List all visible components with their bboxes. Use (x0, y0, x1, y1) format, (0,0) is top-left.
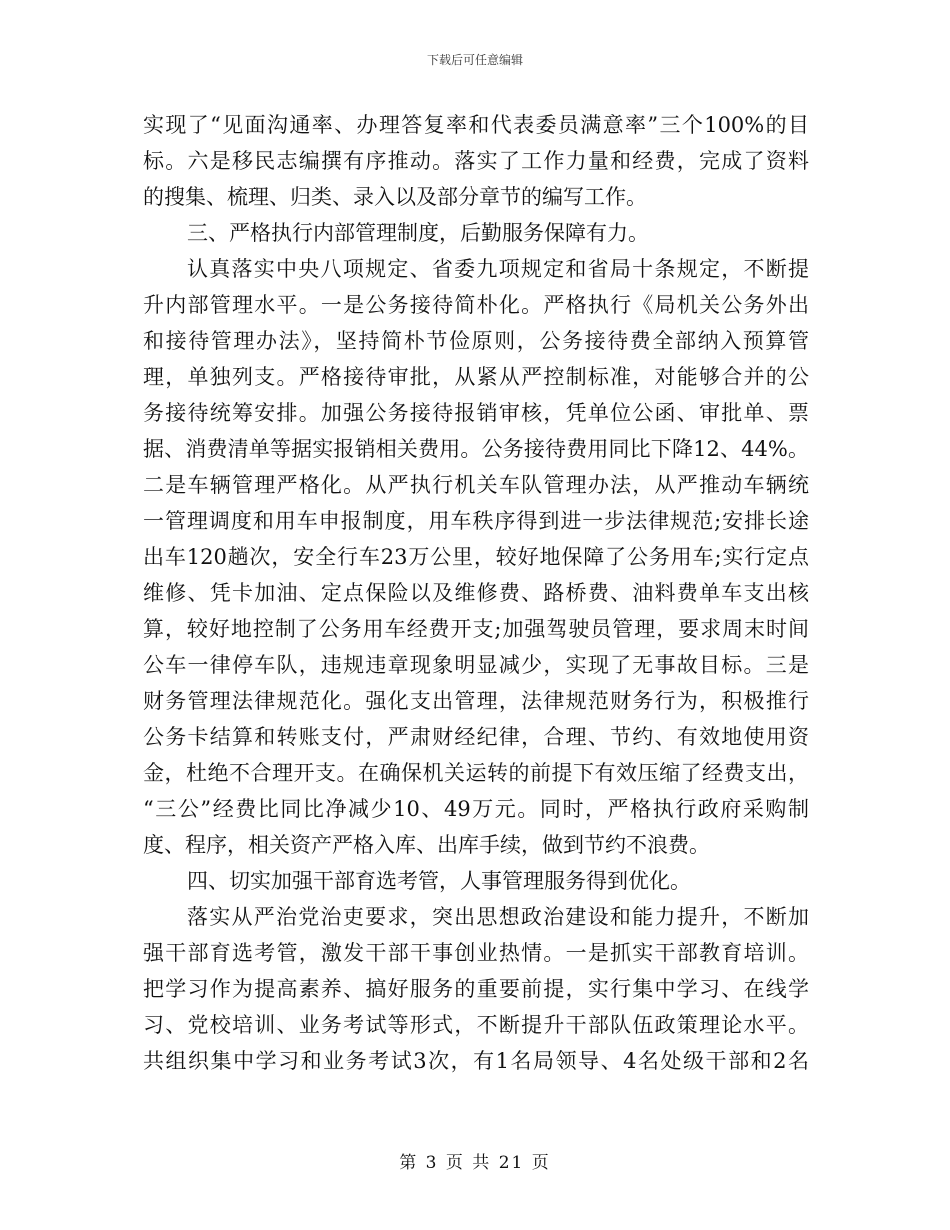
text-line: 公车一律停车队，违规违章现象明显减少，实现了无事故目标。三是 (143, 653, 809, 677)
document-body (143, 107, 809, 1079)
text-line: 一管理调度和用车申报制度，用车秩序得到进一步法律规范;安排长途 (143, 509, 809, 533)
text-line: 强干部育选考管，激发干部干事创业热情。一是抓实干部教育培训。 (143, 941, 809, 965)
page-number: 第 3 页 共 21 页 (399, 1153, 551, 1173)
text-line: “三公”经费比同比净减少10、49万元。同时，严格执行政府采购制 (143, 797, 809, 821)
text-line: 二是车辆管理严格化。从严执行机关车队管理办法，从严推动车辆统 (143, 473, 809, 497)
page-header-note: 下载后可任意编辑 (426, 53, 523, 67)
text-line: 的搜集、梳理、归类、录入以及部分章节的编写工作。 (143, 185, 647, 209)
text-line: 升内部管理水平。一是公务接待简朴化。严格执行《局机关公务外出 (143, 293, 809, 317)
section-heading: 三、严格执行内部管理制度，后勤服务保障有力。 (187, 221, 649, 245)
text-line: 把学习作为提高素养、搞好服务的重要前提，实行集中学习、在线学 (143, 977, 809, 1001)
text-line: 落实从严治党治吏要求，突出思想政治建设和能力提升，不断加 (187, 905, 809, 929)
text-line: 算，较好地控制了公务用车经费开支;加强驾驶员管理，要求周末时间 (143, 617, 809, 641)
text-line: 标。六是移民志编撰有序推动。落实了工作力量和经费，完成了资料 (143, 149, 809, 173)
text-line: 和接待管理办法》，坚持简朴节俭原则，公务接待费全部纳入预算管 (143, 329, 809, 353)
text-line: 出车120趟次，安全行车23万公里，较好地保障了公务用车;实行定点 (143, 545, 809, 569)
text-line: 财务管理法律规范化。强化支出管理，法律规范财务行为，积极推行 (143, 689, 809, 713)
text-line: 理，单独列支。严格接待审批，从紧从严控制标准，对能够合并的公 (143, 365, 809, 389)
text-line: 据、消费清单等据实报销相关费用。公务接待费用同比下降12、44%。 (143, 437, 809, 461)
text-line: 金，杜绝不合理开支。在确保机关运转的前提下有效压缩了经费支出， (143, 761, 809, 785)
text-line: 维修、凭卡加油、定点保险以及维修费、路桥费、油料费单车支出核 (143, 581, 809, 605)
section-heading: 四、切实加强干部育选考管，人事管理服务得到优化。 (187, 869, 691, 893)
text-line: 习、党校培训、业务考试等形式，不断提升干部队伍政策理论水平。 (143, 1013, 809, 1037)
text-line: 公务卡结算和转账支付，严肃财经纪律，合理、节约、有效地使用资 (143, 725, 809, 749)
text-line: 认真落实中央八项规定、省委九项规定和省局十条规定，不断提 (187, 257, 809, 281)
text-line: 务接待统筹安排。加强公务接待报销审核，凭单位公函、审批单、票 (143, 401, 809, 425)
text-line: 实现了“见面沟通率、办理答复率和代表委员满意率”三个100%的目 (143, 113, 809, 137)
text-line: 度、程序，相关资产严格入库、出库手续，做到节约不浪费。 (143, 833, 710, 857)
text-line: 共组织集中学习和业务考试3次，有1名局领导、4名处级干部和2名 (143, 1049, 809, 1073)
